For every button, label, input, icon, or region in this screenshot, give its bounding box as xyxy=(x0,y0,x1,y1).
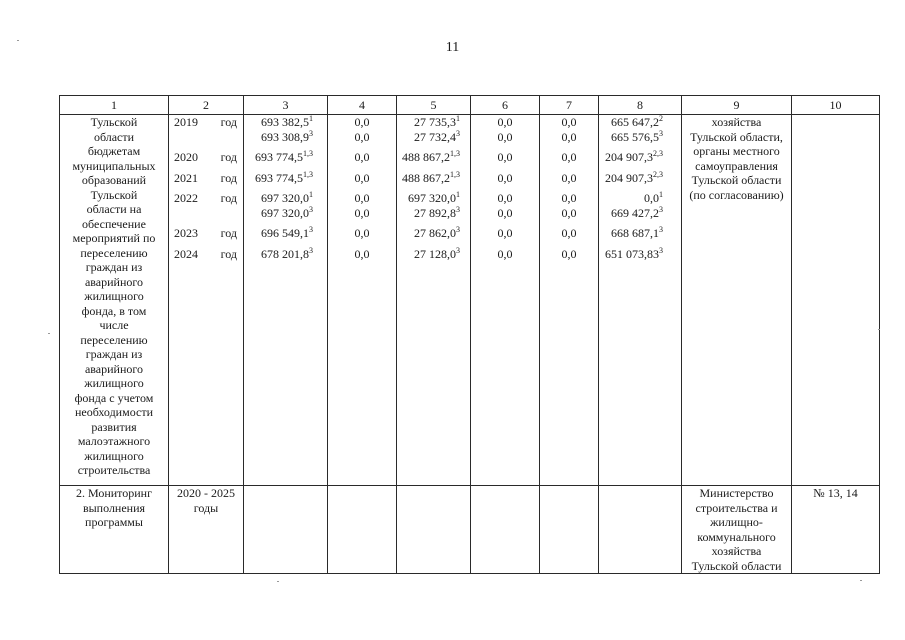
footnote-mark: 3 xyxy=(309,245,313,255)
amount: 27 128,0 xyxy=(414,246,456,261)
description-line: мероприятий по xyxy=(72,231,156,245)
funding-value: 0,0 xyxy=(497,191,513,205)
funding-value: 0,0 xyxy=(354,170,370,185)
footnote-mark: 3 xyxy=(456,245,460,255)
year-value: 2020 xyxy=(174,150,198,164)
year-line xyxy=(171,226,241,241)
column-header: 10 xyxy=(792,96,880,115)
description-line: области на xyxy=(86,202,142,216)
year-line xyxy=(171,115,241,130)
funding-value xyxy=(246,115,325,130)
amount: 668 687,1 xyxy=(611,226,659,240)
footnote-mark: 3 xyxy=(456,128,460,138)
funding-value: 0,0 xyxy=(561,246,577,261)
executor-line: органы местного xyxy=(693,144,780,158)
period-line: годы xyxy=(193,500,219,515)
description-line: жилищного xyxy=(84,448,144,463)
amount: 488 867,2 xyxy=(402,170,450,185)
executor-line: Тульской области xyxy=(691,173,782,187)
funding-value xyxy=(399,130,468,145)
other-funding-cell xyxy=(540,115,599,486)
amount: 27 732,4 xyxy=(414,129,456,144)
funding-value: 0,0 xyxy=(561,115,577,129)
year-unit: год xyxy=(220,115,237,129)
funding-value xyxy=(601,226,679,241)
funding-value xyxy=(399,226,468,241)
footnote-mark: 3 xyxy=(309,225,313,234)
year-unit: год xyxy=(220,191,237,205)
funding-value: 0,0 xyxy=(354,129,370,144)
amount: 204 907,3 xyxy=(605,150,653,164)
description-line: жилищного xyxy=(84,289,144,303)
description-line: аварийного xyxy=(84,274,144,289)
year-line xyxy=(171,171,241,186)
funding-value: 0,0 xyxy=(354,150,370,164)
amount: 669 427,2 xyxy=(611,205,659,220)
indicator-cell xyxy=(792,115,880,486)
amount: 204 907,3 xyxy=(605,170,653,185)
executor-line: Министерство xyxy=(699,486,774,500)
funding-value: 0,0 xyxy=(497,115,513,129)
funding-value: 0,0 xyxy=(561,226,577,240)
page-number: 11 xyxy=(445,40,460,55)
description-line: переселению xyxy=(80,332,148,347)
year-unit: год xyxy=(220,170,237,185)
funding-value: 0,0 xyxy=(561,205,577,220)
funding-value xyxy=(601,130,679,145)
footnote-mark: 3 xyxy=(659,245,663,255)
amount: 693 382,5 xyxy=(261,115,309,129)
description-line: программы xyxy=(85,515,143,529)
year-value: 2021 xyxy=(174,170,198,185)
funding-value xyxy=(601,247,679,262)
description-line: переселению xyxy=(80,245,148,260)
amount: 0,0 xyxy=(644,191,659,205)
funding-value xyxy=(601,150,679,165)
amount: 697 320,0 xyxy=(261,191,309,205)
federal-funding-cell xyxy=(328,115,397,486)
funding-value xyxy=(399,171,468,186)
funding-value: 0,0 xyxy=(561,170,577,185)
amount: 678 201,8 xyxy=(261,246,309,261)
column-header: 8 xyxy=(599,96,682,115)
footnote-mark: 1 xyxy=(456,190,460,199)
amount: 693 774,5 xyxy=(255,170,303,185)
footnote-mark: 2 xyxy=(659,114,663,123)
amount: 488 867,2 xyxy=(402,150,450,164)
funding-value xyxy=(399,206,468,221)
table-row xyxy=(60,115,880,486)
executor-line: самоуправления xyxy=(695,158,778,173)
column-header: 2 xyxy=(169,96,244,115)
amount: 27 862,0 xyxy=(414,226,456,240)
amount: 665 576,5 xyxy=(611,129,659,144)
executor-cell xyxy=(682,115,792,486)
regional-funding-cell xyxy=(397,115,471,486)
amount: 27 892,8 xyxy=(414,205,456,220)
description-line: аварийного xyxy=(84,361,144,376)
executor-line: хозяйства xyxy=(711,115,762,129)
column-header: 3 xyxy=(244,96,328,115)
footnote-mark: 3 xyxy=(456,225,460,234)
footnote-mark: 3 xyxy=(309,204,313,214)
executor-line: хозяйства xyxy=(711,544,762,558)
funding-value: 0,0 xyxy=(561,191,577,205)
description-line: выполнения xyxy=(82,500,146,515)
period-cell xyxy=(169,486,244,574)
column-header: 6 xyxy=(471,96,540,115)
footnote-mark: 1 xyxy=(309,114,313,123)
amount: 27 735,3 xyxy=(414,115,456,129)
local-funding-cell xyxy=(471,115,540,486)
year-value: 2024 xyxy=(174,246,198,261)
year-unit: год xyxy=(220,226,237,240)
funding-value: 0,0 xyxy=(497,129,513,144)
footnote-mark: 2,3 xyxy=(653,169,663,179)
year-line xyxy=(171,150,241,165)
footnote-mark: 3 xyxy=(659,204,663,214)
funding-value: 0,0 xyxy=(354,226,370,240)
funding-value: 0,0 xyxy=(497,205,513,220)
funding-value: 0,0 xyxy=(497,226,513,240)
blank-line xyxy=(171,206,241,221)
period-line: 2020 - 2025 xyxy=(177,486,235,500)
column-header: 4 xyxy=(328,96,397,115)
footnote-mark: 1,3 xyxy=(303,169,313,179)
year-line xyxy=(171,247,241,262)
description-line: развития xyxy=(91,419,137,434)
amount: 665 647,2 xyxy=(611,115,659,129)
funding-value xyxy=(399,115,468,130)
funding-value xyxy=(246,171,325,186)
description-line: числе xyxy=(99,318,129,332)
description-line: строительства xyxy=(77,463,151,477)
funding-value: 0,0 xyxy=(354,246,370,261)
indicator-cell xyxy=(792,486,880,574)
funding-value: 0,0 xyxy=(354,205,370,220)
table-row xyxy=(60,486,880,574)
funding-value: 0,0 xyxy=(497,170,513,185)
amount: 696 549,1 xyxy=(261,226,309,240)
indicator-reference: № 13, 14 xyxy=(813,486,858,500)
footnote-mark: 1,3 xyxy=(450,169,460,179)
funding-value xyxy=(246,191,325,206)
funding-value xyxy=(246,226,325,241)
column-header: 1 xyxy=(60,96,169,115)
period-cell xyxy=(169,115,244,486)
executor-line: коммунального xyxy=(697,529,776,544)
program-table xyxy=(59,95,880,574)
description-line: обеспечение xyxy=(82,216,146,231)
executor-cell xyxy=(682,486,792,574)
description-line: Тульской xyxy=(90,187,138,202)
year-value: 2023 xyxy=(174,226,198,240)
funding-value xyxy=(601,171,679,186)
total-funding-cell xyxy=(244,115,328,486)
footnote-mark: 3 xyxy=(659,128,663,138)
amount: 693 308,9 xyxy=(261,129,309,144)
funding-value: 0,0 xyxy=(561,150,577,164)
funding-value xyxy=(246,150,325,165)
funding-value: 0,0 xyxy=(354,115,370,129)
footnote-mark: 1 xyxy=(659,190,663,199)
funding-value xyxy=(399,191,468,206)
funding-value xyxy=(601,115,679,130)
funding-value: 0,0 xyxy=(354,191,370,205)
blank-line xyxy=(171,130,241,145)
funding-value xyxy=(246,247,325,262)
amount: 697 320,0 xyxy=(408,191,456,205)
footnote-mark: 3 xyxy=(659,225,663,234)
executor-line: Тульской области xyxy=(691,558,782,573)
footnote-mark: 1 xyxy=(309,190,313,199)
column-header: 5 xyxy=(397,96,471,115)
year-unit: год xyxy=(220,150,237,164)
amount: 651 073,83 xyxy=(605,246,659,261)
description-line: муниципальных xyxy=(72,158,156,173)
funding-value xyxy=(601,191,679,206)
column-header: 7 xyxy=(540,96,599,115)
funding-value xyxy=(399,247,468,262)
empty-cell xyxy=(540,486,599,574)
description-line: граждан из xyxy=(85,347,143,361)
funding-value: 0,0 xyxy=(561,129,577,144)
description-line: 2. Мониторинг xyxy=(75,486,153,500)
executor-line: Тульской области, xyxy=(690,129,783,144)
empty-cell xyxy=(599,486,682,574)
amount: 697 320,0 xyxy=(261,205,309,220)
executor-line: строительства и xyxy=(695,500,778,515)
amount: 693 774,5 xyxy=(255,150,303,164)
description-line: бюджетам xyxy=(87,144,141,158)
funding-value: 0,0 xyxy=(497,246,513,261)
empty-cell xyxy=(328,486,397,574)
footnote-mark: 1,3 xyxy=(303,149,313,158)
funding-value xyxy=(246,130,325,145)
fund-funding-cell xyxy=(599,115,682,486)
funding-value: 0,0 xyxy=(497,150,513,164)
description-line: необходимости xyxy=(74,405,153,419)
year-value: 2019 xyxy=(174,115,198,129)
footnote-mark: 1,3 xyxy=(450,149,460,158)
description-line: фонда с учетом xyxy=(74,390,154,405)
description-line: жилищного xyxy=(84,376,144,390)
funding-value xyxy=(601,206,679,221)
funding-value xyxy=(246,206,325,221)
executor-line: жилищно- xyxy=(710,515,763,529)
footnote-mark: 3 xyxy=(309,128,313,138)
column-header: 9 xyxy=(682,96,792,115)
description-line: малоэтажного xyxy=(77,434,151,448)
description-line: области xyxy=(93,129,135,144)
description-line: фонда, в том xyxy=(81,303,147,318)
footnote-mark: 2,3 xyxy=(653,149,663,158)
footnote-mark: 3 xyxy=(456,204,460,214)
description-line: граждан из xyxy=(85,260,143,274)
empty-cell xyxy=(397,486,471,574)
year-unit: год xyxy=(220,246,237,261)
footnote-mark: 1 xyxy=(456,114,460,123)
year-value: 2022 xyxy=(174,191,198,205)
description-line: Тульской xyxy=(90,115,138,129)
year-line xyxy=(171,191,241,206)
measure-description-cell xyxy=(60,486,169,574)
header-row xyxy=(60,96,880,115)
empty-cell xyxy=(471,486,540,574)
funding-value xyxy=(399,150,468,165)
description-line: образований xyxy=(81,173,147,187)
executor-line: (по согласованию) xyxy=(689,187,784,202)
empty-cell xyxy=(244,486,328,574)
measure-description-cell xyxy=(60,115,169,486)
